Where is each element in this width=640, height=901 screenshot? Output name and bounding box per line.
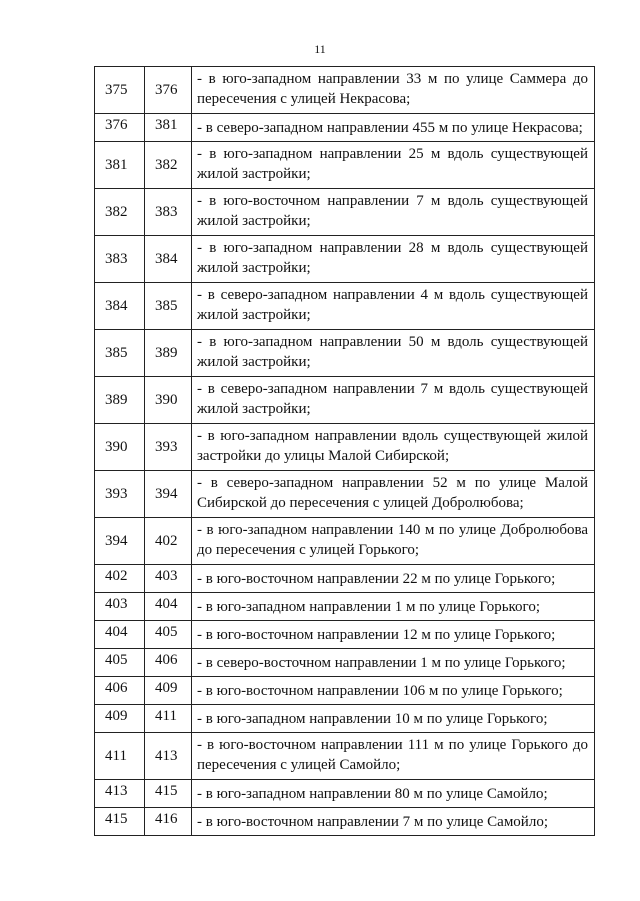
boundary-description-table <box>94 66 595 836</box>
table-row <box>95 67 595 114</box>
table-row <box>95 808 595 836</box>
table-row <box>95 189 595 236</box>
from-point-cell: 393 <box>95 471 145 518</box>
table-row <box>95 114 595 142</box>
table-row <box>95 330 595 377</box>
direction-description-cell: - в юго-восточном направлении 7 м вдоль существующей жилой застройки; <box>192 189 595 236</box>
from-point-cell: 404 <box>95 621 145 649</box>
direction-description-cell: - в юго-западном направлении 50 м вдоль существующей жилой застройки; <box>192 330 595 377</box>
from-point-cell: 403 <box>95 593 145 621</box>
direction-description-cell: - в северо-западном направлении 52 м по улице Малой Сибирской до пересечения с улицей Добролюбова; <box>192 471 595 518</box>
from-point-cell: 385 <box>95 330 145 377</box>
table-row <box>95 649 595 677</box>
direction-description-cell: - в юго-восточном направлении 106 м по улице Горького; <box>192 677 595 705</box>
table-row <box>95 236 595 283</box>
direction-description-cell: - в юго-западном направлении 80 м по улице Самойло; <box>192 780 595 808</box>
to-point-cell: 404 <box>145 593 192 621</box>
from-point-cell: 381 <box>95 142 145 189</box>
direction-description-cell: - в юго-восточном направлении 12 м по улице Горького; <box>192 621 595 649</box>
to-point-cell: 402 <box>145 518 192 565</box>
from-point-cell: 375 <box>95 67 145 114</box>
table-row <box>95 677 595 705</box>
direction-description-cell: - в юго-восточном направлении 111 м по улице Горького до пересечения с улицей Самойло; <box>192 733 595 780</box>
to-point-cell: 385 <box>145 283 192 330</box>
from-point-cell: 413 <box>95 780 145 808</box>
from-point-cell: 405 <box>95 649 145 677</box>
table-row <box>95 377 595 424</box>
direction-description-cell: - в северо-восточном направлении 1 м по улице Горького; <box>192 649 595 677</box>
direction-description-cell: - в юго-восточном направлении 22 м по улице Горького; <box>192 565 595 593</box>
table-row <box>95 142 595 189</box>
to-point-cell: 383 <box>145 189 192 236</box>
direction-description-cell: - в юго-западном направлении 33 м по улице Саммера до пересечения с улицей Некрасова; <box>192 67 595 114</box>
to-point-cell: 382 <box>145 142 192 189</box>
from-point-cell: 389 <box>95 377 145 424</box>
to-point-cell: 376 <box>145 67 192 114</box>
to-point-cell: 393 <box>145 424 192 471</box>
table-row <box>95 733 595 780</box>
to-point-cell: 381 <box>145 114 192 142</box>
from-point-cell: 402 <box>95 565 145 593</box>
to-point-cell: 416 <box>145 808 192 836</box>
direction-description-cell: - в северо-западном направлении 7 м вдоль существующей жилой застройки; <box>192 377 595 424</box>
direction-description-cell: - в юго-западном направлении 10 м по улице Горького; <box>192 705 595 733</box>
from-point-cell: 390 <box>95 424 145 471</box>
to-point-cell: 384 <box>145 236 192 283</box>
to-point-cell: 406 <box>145 649 192 677</box>
direction-description-cell: - в юго-западном направлении 1 м по улице Горького; <box>192 593 595 621</box>
table-row <box>95 565 595 593</box>
page-number: 11 <box>314 42 326 56</box>
from-point-cell: 382 <box>95 189 145 236</box>
to-point-cell: 394 <box>145 471 192 518</box>
direction-description-cell: - в юго-западном направлении 25 м вдоль существующей жилой застройки; <box>192 142 595 189</box>
to-point-cell: 411 <box>145 705 192 733</box>
direction-description-cell: - в северо-западном направлении 455 м по улице Некрасова; <box>192 114 595 142</box>
to-point-cell: 389 <box>145 330 192 377</box>
to-point-cell: 409 <box>145 677 192 705</box>
table-row <box>95 424 595 471</box>
from-point-cell: 376 <box>95 114 145 142</box>
from-point-cell: 394 <box>95 518 145 565</box>
table-row <box>95 518 595 565</box>
from-point-cell: 409 <box>95 705 145 733</box>
table-row <box>95 283 595 330</box>
direction-description-cell: - в юго-восточном направлении 7 м по улице Самойло; <box>192 808 595 836</box>
table-row <box>95 705 595 733</box>
to-point-cell: 390 <box>145 377 192 424</box>
from-point-cell: 383 <box>95 236 145 283</box>
to-point-cell: 403 <box>145 565 192 593</box>
direction-description-cell: - в юго-западном направлении 140 м по улице Добролюбова до пересечения с улицей Горького; <box>192 518 595 565</box>
table-row <box>95 780 595 808</box>
from-point-cell: 406 <box>95 677 145 705</box>
direction-description-cell: - в северо-западном направлении 4 м вдоль существующей жилой застройки; <box>192 283 595 330</box>
from-point-cell: 384 <box>95 283 145 330</box>
to-point-cell: 413 <box>145 733 192 780</box>
direction-description-cell: - в юго-западном направлении вдоль существующей жилой застройки до улицы Малой Сибирской; <box>192 424 595 471</box>
to-point-cell: 415 <box>145 780 192 808</box>
table-row <box>95 593 595 621</box>
table-row <box>95 621 595 649</box>
table-row <box>95 471 595 518</box>
from-point-cell: 415 <box>95 808 145 836</box>
direction-description-cell: - в юго-западном направлении 28 м вдоль существующей жилой застройки; <box>192 236 595 283</box>
from-point-cell: 411 <box>95 733 145 780</box>
to-point-cell: 405 <box>145 621 192 649</box>
table-body <box>95 67 595 836</box>
